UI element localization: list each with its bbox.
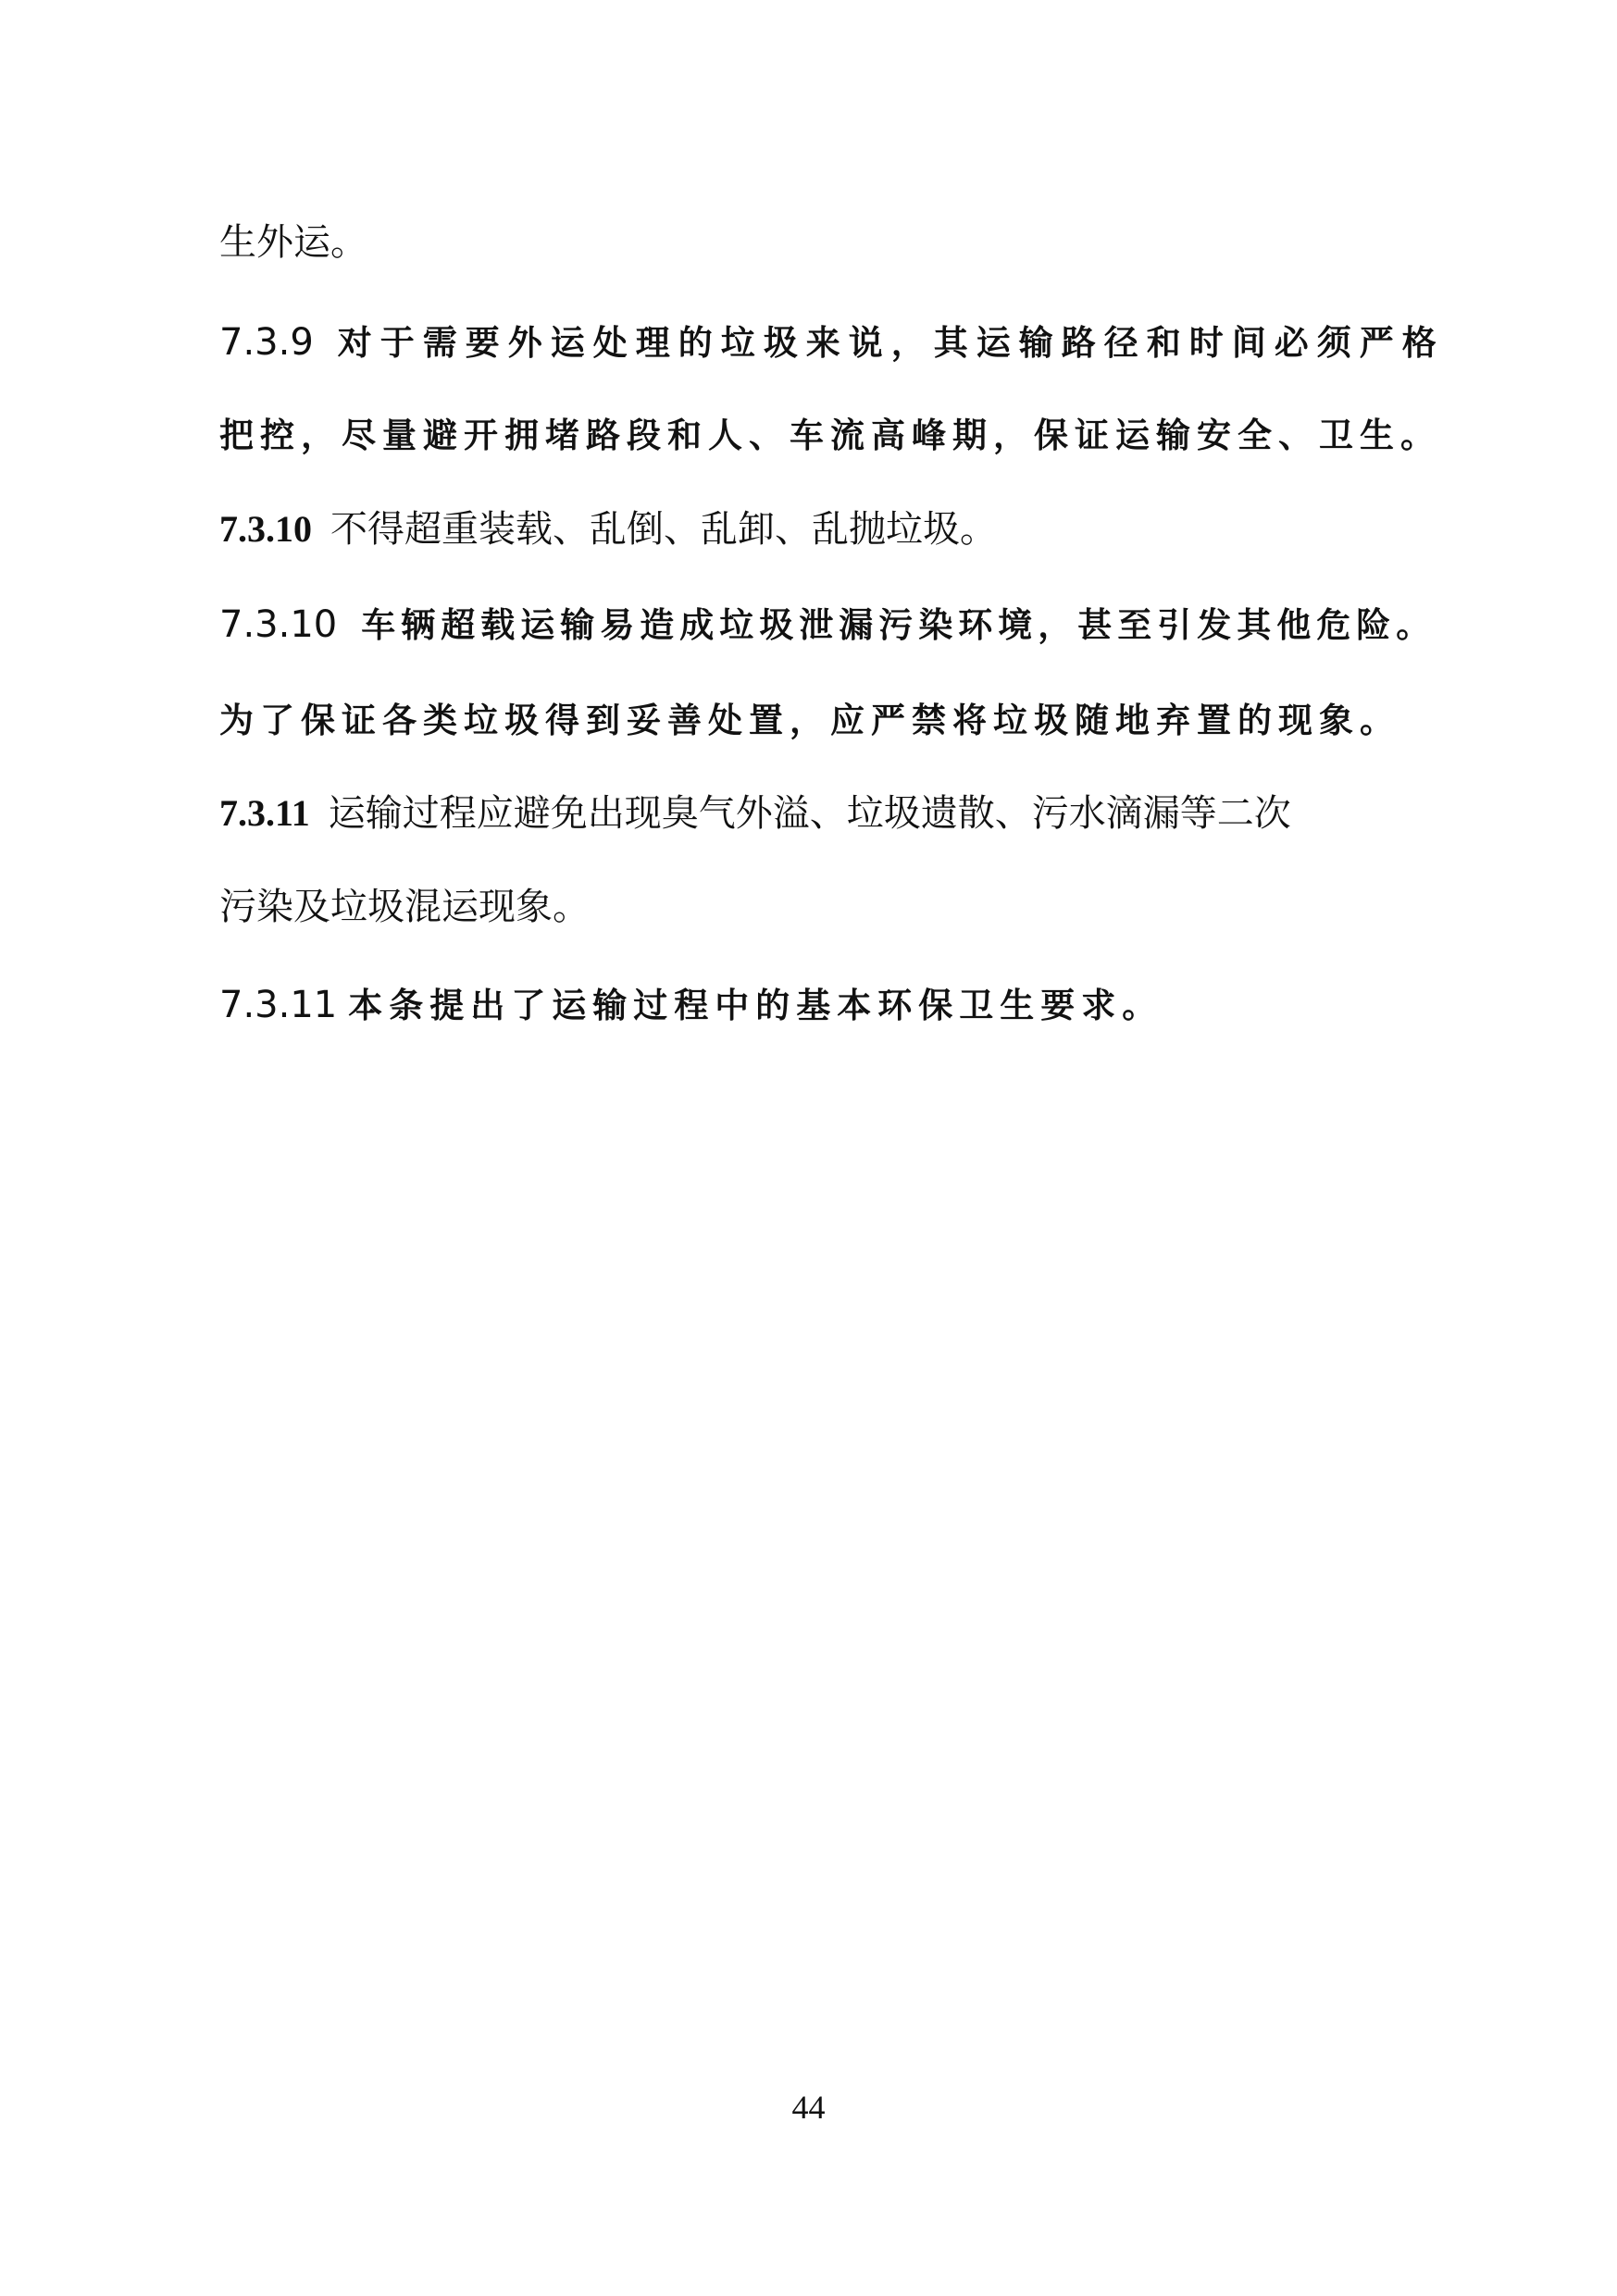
text-line-5 xyxy=(219,597,1436,652)
text-line-2 xyxy=(219,315,1445,370)
clause-text: 污染及垃圾混运现象。 xyxy=(219,886,590,928)
clause-text: 不得超重装载、乱倒、乱卸、乱抛垃圾。 xyxy=(330,508,997,551)
explanation-text: 把控，尽量避开拥堵路段和人、车流高峰期，保证运输安全、卫生。 xyxy=(219,416,1441,455)
text-line-9 xyxy=(219,977,1163,1033)
explanation-text: 对于需要外运处理的垃圾来说，其运输路径和时间必须严格 xyxy=(337,323,1445,363)
explanation-text: 车辆超载运输易造成垃圾泄漏污染环境，甚至引发其他危险。 xyxy=(361,605,1437,645)
explanation-number: 7.3.9 xyxy=(219,321,314,364)
text-line-4 xyxy=(219,502,997,557)
explanation-text: 为了保证各类垃圾得到妥善处置，应严禁将垃圾随地弃置的现象。 xyxy=(219,701,1400,740)
explanation-number: 7.3.11 xyxy=(219,984,338,1026)
text-line-6 xyxy=(219,692,1400,748)
text-line-3 xyxy=(219,407,1441,463)
clause-number: 7.3.10 xyxy=(219,508,312,550)
text-line-7 xyxy=(219,786,1291,841)
text-line-1 xyxy=(219,215,367,270)
explanation-text: 本条提出了运输过程中的基本环保卫生要求。 xyxy=(348,986,1163,1025)
page-number: 44 xyxy=(791,2089,826,2126)
clause-text: 运输过程应避免出现臭气外溢、垃圾遗散、污水滴漏等二次 xyxy=(328,792,1291,835)
continued-clause-text: 生外运。 xyxy=(219,221,367,264)
explanation-number: 7.3.10 xyxy=(219,603,338,646)
clause-number: 7.3.11 xyxy=(219,792,310,834)
text-line-8 xyxy=(219,879,590,935)
